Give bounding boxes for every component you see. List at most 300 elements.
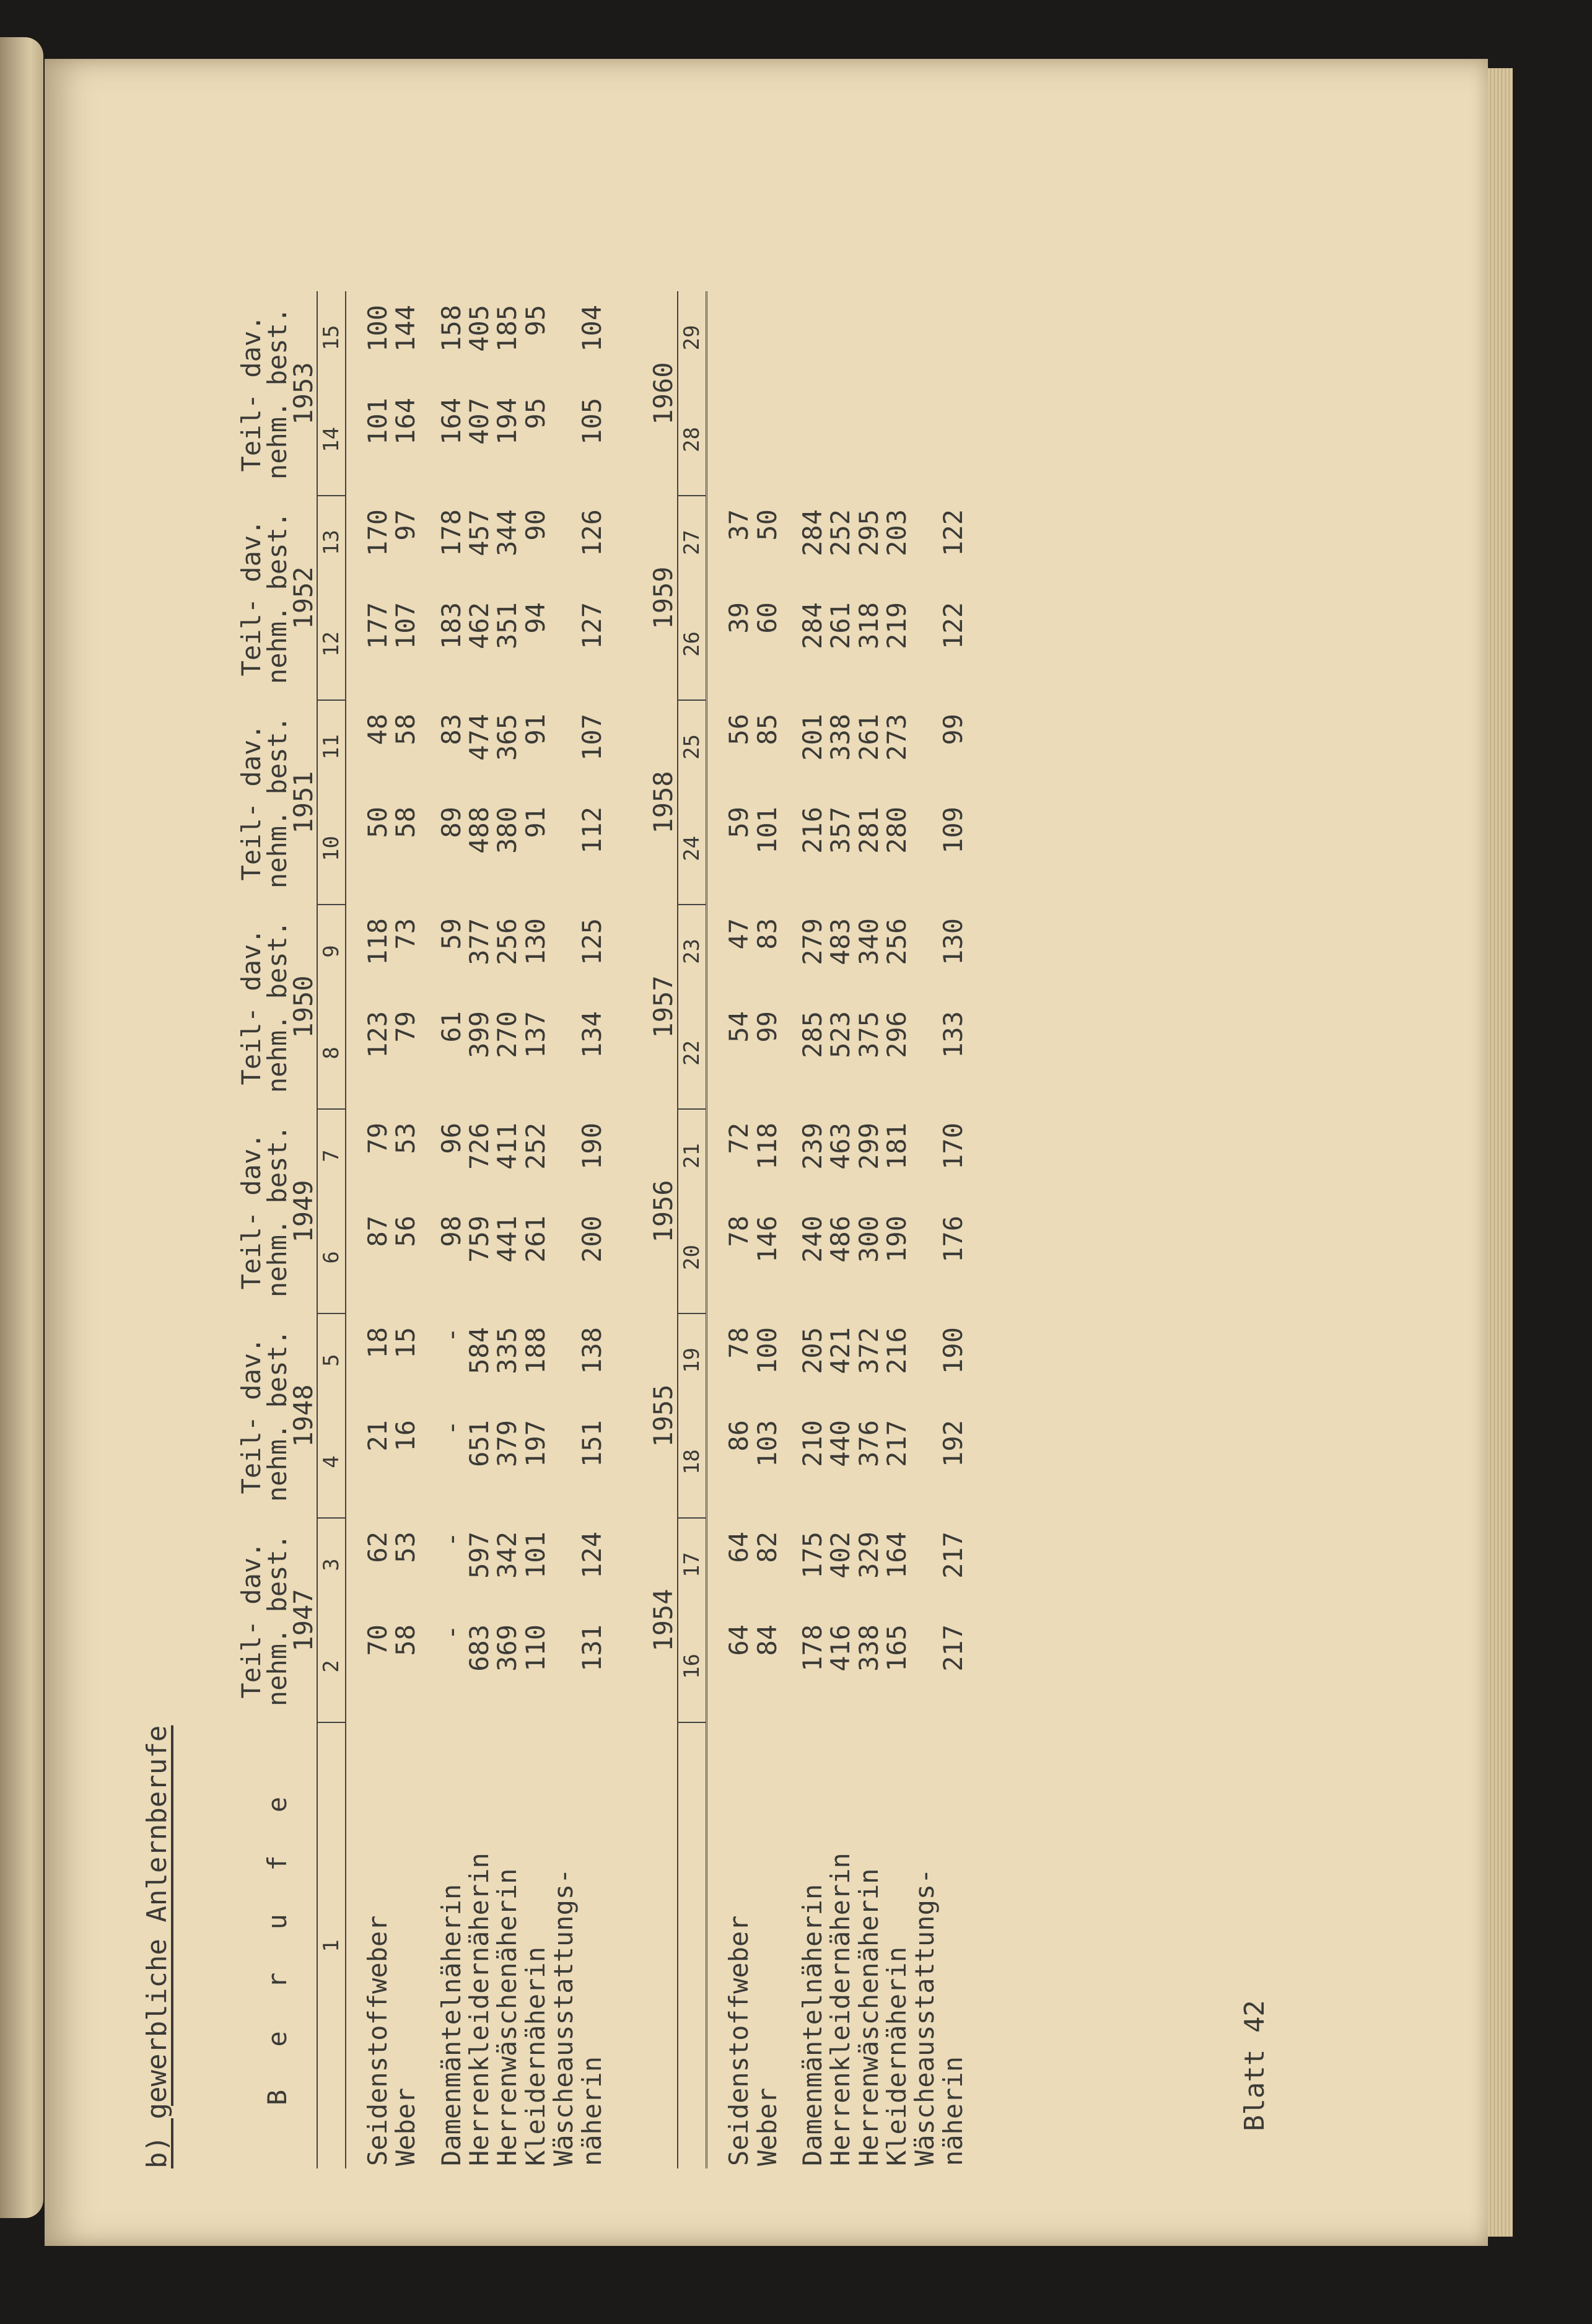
cell-value bbox=[911, 291, 938, 384]
col-header-mid: nehm. best. bbox=[262, 1125, 292, 1298]
cell-value: 101 bbox=[362, 398, 393, 445]
cell-value: 210 bbox=[797, 1420, 828, 1467]
row-label: Kleidernäherin bbox=[881, 1946, 912, 2166]
cell-value: 329 bbox=[853, 1532, 884, 1579]
cell-value: 83 bbox=[751, 918, 782, 950]
cell-value bbox=[911, 1202, 938, 1313]
column-number: 21 bbox=[678, 1109, 707, 1202]
cell-value: 217 bbox=[881, 1420, 912, 1467]
cell-value: 89 bbox=[435, 807, 466, 838]
row-label: Herrenkleidernäherin bbox=[825, 1853, 856, 2166]
cell-value: 219 bbox=[881, 602, 912, 649]
table-row bbox=[798, 291, 826, 2168]
cell-value: 256 bbox=[881, 918, 912, 965]
cell-value: 192 bbox=[937, 1420, 968, 1467]
cell-value: 123 bbox=[362, 1011, 393, 1058]
cell-value bbox=[549, 1109, 577, 1202]
cell-value: 73 bbox=[390, 918, 421, 950]
year-row bbox=[649, 291, 678, 2168]
cell-value: 109 bbox=[937, 807, 968, 854]
cell-value: 95 bbox=[520, 398, 551, 429]
cell-value bbox=[549, 384, 577, 496]
cell-value: 110 bbox=[520, 1625, 551, 1672]
cell-value: 18 bbox=[362, 1327, 393, 1359]
col-header-mid: nehm. best. bbox=[262, 920, 292, 1094]
cell-value: 462 bbox=[464, 602, 495, 649]
cell-value: 87 bbox=[362, 1216, 393, 1247]
cell-value: - bbox=[435, 1420, 466, 1436]
column-number: 14 bbox=[317, 384, 346, 496]
cell-value: 240 bbox=[797, 1216, 828, 1263]
cell-value: 296 bbox=[881, 1011, 912, 1058]
cell-value: 107 bbox=[390, 602, 421, 649]
column-number-row bbox=[678, 291, 707, 2168]
cell-value: 151 bbox=[576, 1420, 607, 1467]
row-label: Damenmäntelnäherin bbox=[797, 1883, 828, 2166]
column-number: 15 bbox=[317, 291, 346, 384]
column-number: 4 bbox=[317, 1406, 346, 1518]
cell-value bbox=[725, 291, 753, 384]
cell-value: 344 bbox=[492, 509, 523, 556]
cell-value: 177 bbox=[362, 602, 393, 649]
column-number: 13 bbox=[317, 496, 346, 589]
column-number: 18 bbox=[678, 1406, 707, 1518]
spacer-cell bbox=[346, 291, 364, 2168]
column-number: 12 bbox=[317, 589, 346, 700]
cell-value: 379 bbox=[492, 1420, 523, 1467]
column-number: 5 bbox=[317, 1313, 346, 1406]
cell-value: 21 bbox=[362, 1420, 393, 1452]
cell-value: 340 bbox=[853, 918, 884, 965]
cell-value: 201 bbox=[797, 714, 828, 761]
cell-value: 486 bbox=[825, 1216, 856, 1263]
column-number: 23 bbox=[678, 905, 707, 998]
column-number: 2 bbox=[317, 1611, 346, 1722]
cell-value: 365 bbox=[492, 714, 523, 761]
cell-value: 58 bbox=[390, 714, 421, 745]
year-label: 1948 bbox=[288, 1384, 318, 1447]
cell-value: 176 bbox=[937, 1216, 968, 1263]
cell-value: 79 bbox=[390, 1011, 421, 1043]
cell-value: 474 bbox=[464, 714, 495, 761]
cell-value: 205 bbox=[797, 1327, 828, 1374]
column-number: 22 bbox=[678, 998, 707, 1109]
spacer-row bbox=[346, 291, 364, 2168]
cell-value: 216 bbox=[881, 1327, 912, 1374]
cell-value: 216 bbox=[797, 807, 828, 854]
cell-value: 82 bbox=[751, 1532, 782, 1563]
row-label: Kleidernäherin bbox=[520, 1946, 551, 2166]
cell-value: 146 bbox=[751, 1216, 782, 1263]
cell-value: 190 bbox=[576, 1123, 607, 1170]
cell-value bbox=[911, 700, 938, 793]
col-header-mid: nehm. best. bbox=[262, 511, 292, 685]
cell-value: 256 bbox=[492, 918, 523, 965]
cell-value: 122 bbox=[937, 509, 968, 556]
cell-value: 118 bbox=[751, 1123, 782, 1170]
cell-value: 402 bbox=[825, 1532, 856, 1579]
cell-value: 338 bbox=[825, 714, 856, 761]
row-label: Herrenkleidernäherin bbox=[464, 1853, 495, 2166]
cell-value: - bbox=[435, 1532, 466, 1548]
table-row bbox=[391, 291, 419, 2168]
cell-value: 130 bbox=[937, 918, 968, 965]
cell-value: 190 bbox=[881, 1216, 912, 1263]
spacer-row bbox=[420, 291, 437, 2168]
cell-value: 380 bbox=[492, 807, 523, 854]
col-header-top: Teil- dav. bbox=[236, 519, 266, 677]
cell-value: 56 bbox=[724, 714, 754, 745]
spacer-row bbox=[707, 291, 725, 2168]
cell-value bbox=[855, 384, 883, 496]
year-label: 1952 bbox=[288, 566, 318, 629]
column-number: 29 bbox=[678, 291, 707, 384]
cell-value: 15 bbox=[390, 1327, 421, 1359]
cell-value: 158 bbox=[435, 305, 466, 352]
column-number-row bbox=[317, 291, 346, 2168]
cell-value: 170 bbox=[362, 509, 393, 556]
cell-value: 178 bbox=[435, 509, 466, 556]
cell-value: 98 bbox=[435, 1216, 466, 1247]
spacer-row bbox=[781, 291, 798, 2168]
cell-value: 64 bbox=[724, 1625, 754, 1656]
cell-value bbox=[549, 1406, 577, 1518]
cell-value: 335 bbox=[492, 1327, 523, 1374]
cell-value: 759 bbox=[464, 1216, 495, 1263]
table-row bbox=[522, 291, 549, 2168]
cell-value: 457 bbox=[464, 509, 495, 556]
cell-value bbox=[549, 700, 577, 793]
cell-value bbox=[549, 793, 577, 905]
cell-value: 54 bbox=[724, 1011, 754, 1043]
col-header-top: Teil- dav. bbox=[236, 1541, 266, 1699]
cell-value: 138 bbox=[576, 1327, 607, 1374]
cell-value: 79 bbox=[362, 1123, 393, 1154]
year-label: 1956 bbox=[649, 1109, 678, 1313]
cell-value bbox=[549, 1611, 577, 1722]
cell-value bbox=[911, 793, 938, 905]
column-number: 10 bbox=[317, 793, 346, 905]
cell-value: 97 bbox=[390, 509, 421, 541]
col-header-mid: nehm. best. bbox=[262, 1329, 292, 1502]
table-row bbox=[725, 291, 753, 2168]
cell-value bbox=[911, 589, 938, 700]
cell-value: 85 bbox=[751, 714, 782, 745]
column-number-spacer bbox=[678, 1722, 707, 2168]
cell-value: 200 bbox=[576, 1216, 607, 1263]
cell-value: - bbox=[435, 1625, 466, 1641]
row-label: Weber bbox=[751, 2087, 782, 2166]
cell-value: 100 bbox=[362, 305, 393, 352]
col-header-mid: nehm. best. bbox=[262, 307, 292, 480]
column-number: 27 bbox=[678, 496, 707, 589]
cell-value: 124 bbox=[576, 1532, 607, 1579]
cell-value bbox=[911, 1611, 938, 1722]
cell-value bbox=[855, 291, 883, 384]
cell-value: 103 bbox=[751, 1420, 782, 1467]
cell-value: - bbox=[435, 1327, 466, 1343]
row-label: Seidenstoffweber bbox=[724, 1915, 754, 2166]
col-header-top: Teil- dav. bbox=[236, 1133, 266, 1290]
cell-value: 78 bbox=[724, 1327, 754, 1359]
cell-value: 441 bbox=[492, 1216, 523, 1263]
col-header-top: Teil- dav. bbox=[236, 1337, 266, 1494]
cell-value: 84 bbox=[751, 1625, 782, 1656]
page-stack-edge bbox=[1488, 68, 1513, 2237]
year-label: 1947 bbox=[288, 1589, 318, 1652]
cell-value: 165 bbox=[881, 1625, 912, 1672]
spacer-cell bbox=[781, 291, 798, 2168]
col-header-top: Teil- dav. bbox=[236, 724, 266, 881]
cell-value bbox=[549, 1313, 577, 1406]
cell-value: 376 bbox=[853, 1420, 884, 1467]
cell-value: 357 bbox=[825, 807, 856, 854]
cell-value: 126 bbox=[576, 509, 607, 556]
spacer-cell bbox=[707, 291, 725, 2168]
cell-value: 62 bbox=[362, 1532, 393, 1563]
spacer-row bbox=[606, 291, 649, 2168]
year-label: 1953 bbox=[288, 362, 318, 425]
cell-value bbox=[911, 905, 938, 998]
row-label: Herrenwäschenäherin bbox=[853, 1868, 884, 2166]
col-header-top: Teil- dav. bbox=[236, 928, 266, 1085]
cell-value: 194 bbox=[492, 398, 523, 445]
cell-value bbox=[883, 291, 911, 384]
cell-value bbox=[798, 291, 826, 384]
cell-value: 181 bbox=[881, 1123, 912, 1170]
column-number: 24 bbox=[678, 793, 707, 905]
column-number: 11 bbox=[317, 700, 346, 793]
column-number: 26 bbox=[678, 589, 707, 700]
year-label: 1949 bbox=[288, 1180, 318, 1243]
cell-value: 164 bbox=[435, 398, 466, 445]
cell-value: 61 bbox=[435, 1011, 466, 1043]
cell-value: 285 bbox=[797, 1011, 828, 1058]
cell-value: 50 bbox=[751, 509, 782, 541]
cell-value: 164 bbox=[881, 1532, 912, 1579]
table-row bbox=[883, 291, 911, 2168]
cell-value bbox=[911, 384, 938, 496]
spacer-cell bbox=[606, 291, 649, 2168]
cell-value bbox=[753, 291, 781, 384]
cell-value: 261 bbox=[520, 1216, 551, 1263]
cell-value: 133 bbox=[937, 1011, 968, 1058]
cell-value bbox=[549, 905, 577, 998]
row-label: Weber bbox=[390, 2087, 421, 2166]
cell-value bbox=[939, 384, 967, 496]
cell-value: 188 bbox=[520, 1327, 551, 1374]
column-number: 1 bbox=[317, 1722, 346, 2168]
column-number: 7 bbox=[317, 1109, 346, 1202]
cell-value: 64 bbox=[724, 1532, 754, 1563]
spacer-cell bbox=[420, 291, 437, 2168]
table-row bbox=[465, 291, 493, 2168]
rotated-table-content bbox=[142, 124, 1406, 2168]
cell-value: 130 bbox=[520, 918, 551, 965]
cell-value: 112 bbox=[576, 807, 607, 854]
year-label: 1960 bbox=[649, 291, 678, 496]
table-row bbox=[939, 291, 967, 2168]
column-number: 3 bbox=[317, 1518, 346, 1611]
cell-value: 70 bbox=[362, 1625, 393, 1656]
cell-value: 118 bbox=[362, 918, 393, 965]
cell-value bbox=[911, 1406, 938, 1518]
cell-value: 47 bbox=[724, 918, 754, 950]
cell-value: 183 bbox=[435, 602, 466, 649]
cell-value: 100 bbox=[751, 1327, 782, 1374]
cell-value bbox=[883, 384, 911, 496]
cell-value: 178 bbox=[797, 1625, 828, 1672]
col-header-top: Teil- dav. bbox=[236, 315, 266, 472]
cell-value: 299 bbox=[853, 1123, 884, 1170]
cell-value: 48 bbox=[362, 714, 393, 745]
year-label: 1959 bbox=[649, 496, 678, 700]
cell-value: 91 bbox=[520, 807, 551, 838]
cell-value: 239 bbox=[797, 1123, 828, 1170]
col-header-mid: nehm. best. bbox=[262, 716, 292, 889]
row-label: Wäscheausstattungs- bbox=[548, 1868, 579, 2166]
page-footer: Blatt 42 bbox=[1239, 2000, 1271, 2131]
cell-value bbox=[911, 1109, 938, 1202]
cell-value: 318 bbox=[853, 602, 884, 649]
row-label: Damenmäntelnäherin bbox=[435, 1883, 466, 2166]
cell-value: 101 bbox=[520, 1532, 551, 1579]
section-heading: b) gewerbliche Anlernberufe bbox=[141, 1725, 173, 2168]
cell-value: 125 bbox=[576, 918, 607, 965]
cell-value bbox=[911, 1518, 938, 1611]
cell-value: 99 bbox=[751, 1011, 782, 1043]
cell-value: 281 bbox=[853, 807, 884, 854]
cell-value: 523 bbox=[825, 1011, 856, 1058]
year-label: 1954 bbox=[649, 1518, 678, 1722]
year-row-spacer bbox=[649, 1722, 678, 2168]
row-label: näherin bbox=[576, 2056, 607, 2166]
col-header-mid: nehm. best. bbox=[262, 1533, 292, 1707]
cell-value: 144 bbox=[390, 305, 421, 352]
cell-value bbox=[753, 384, 781, 496]
row-label: Seidenstoffweber bbox=[362, 1915, 393, 2166]
row-label: näherin bbox=[937, 2056, 968, 2166]
cell-value: 261 bbox=[825, 602, 856, 649]
cell-value bbox=[798, 384, 826, 496]
cell-value: 284 bbox=[797, 602, 828, 649]
cell-value: 488 bbox=[464, 807, 495, 854]
cell-value bbox=[911, 1313, 938, 1406]
cell-value: 597 bbox=[464, 1532, 495, 1579]
cell-value: 407 bbox=[464, 398, 495, 445]
cell-value: 295 bbox=[853, 509, 884, 556]
table-row bbox=[855, 291, 883, 2168]
cell-value bbox=[549, 998, 577, 1109]
table-row bbox=[826, 291, 854, 2168]
column-number: 25 bbox=[678, 700, 707, 793]
cell-value: 16 bbox=[390, 1420, 421, 1452]
cell-value: 60 bbox=[751, 602, 782, 634]
cell-value: 416 bbox=[825, 1625, 856, 1672]
cell-value: 273 bbox=[881, 714, 912, 761]
year-label: 1958 bbox=[649, 700, 678, 905]
cell-value: 122 bbox=[937, 602, 968, 649]
cell-value: 197 bbox=[520, 1420, 551, 1467]
table-row bbox=[364, 291, 391, 2168]
column-number: 20 bbox=[678, 1202, 707, 1313]
cell-value: 651 bbox=[464, 1420, 495, 1467]
cell-value: 39 bbox=[724, 602, 754, 634]
cell-value: 95 bbox=[520, 305, 551, 336]
column-number: 17 bbox=[678, 1518, 707, 1611]
row-label: Wäscheausstattungs- bbox=[909, 1868, 940, 2166]
cell-value: 190 bbox=[937, 1327, 968, 1374]
header-row bbox=[238, 291, 265, 2168]
cell-value: 58 bbox=[390, 1625, 421, 1656]
cell-value bbox=[549, 291, 577, 384]
cell-value: 78 bbox=[724, 1216, 754, 1247]
cell-value bbox=[826, 291, 854, 384]
occupation-table bbox=[238, 291, 967, 2168]
cell-value: 411 bbox=[492, 1123, 523, 1170]
cell-value: 252 bbox=[520, 1123, 551, 1170]
cell-value: 440 bbox=[825, 1420, 856, 1467]
cell-value bbox=[826, 384, 854, 496]
cell-value: 421 bbox=[825, 1327, 856, 1374]
year-label: 1951 bbox=[288, 771, 318, 834]
column-number: 6 bbox=[317, 1202, 346, 1313]
year-label: 1950 bbox=[288, 975, 318, 1038]
cell-value: 279 bbox=[797, 918, 828, 965]
facing-page-edge bbox=[0, 37, 43, 2218]
cell-value: 53 bbox=[390, 1532, 421, 1563]
year-label: 1955 bbox=[649, 1313, 678, 1518]
table-row bbox=[753, 291, 781, 2168]
cell-value: 86 bbox=[724, 1420, 754, 1452]
cell-value: 280 bbox=[881, 807, 912, 854]
cell-value: 58 bbox=[390, 807, 421, 838]
column-number: 8 bbox=[317, 998, 346, 1109]
cell-value: 351 bbox=[492, 602, 523, 649]
table-row bbox=[437, 291, 465, 2168]
cell-value: 53 bbox=[390, 1123, 421, 1154]
cell-value: 175 bbox=[797, 1532, 828, 1579]
cell-value: 584 bbox=[464, 1327, 495, 1374]
cell-value: 137 bbox=[520, 1011, 551, 1058]
cell-value: 107 bbox=[576, 714, 607, 761]
cell-value bbox=[549, 589, 577, 700]
beruf-header: B e r u f e bbox=[262, 1782, 292, 2106]
cell-value: 164 bbox=[390, 398, 421, 445]
row-label: Herrenwäschenäherin bbox=[492, 1868, 523, 2166]
cell-value: 377 bbox=[464, 918, 495, 965]
cell-value: 56 bbox=[390, 1216, 421, 1247]
cell-value bbox=[549, 496, 577, 589]
cell-value: 284 bbox=[797, 509, 828, 556]
table-row bbox=[493, 291, 521, 2168]
cell-value: 203 bbox=[881, 509, 912, 556]
cell-value bbox=[911, 496, 938, 589]
cell-value: 101 bbox=[751, 807, 782, 854]
cell-value: 217 bbox=[937, 1532, 968, 1579]
year-label: 1957 bbox=[649, 905, 678, 1109]
cell-value: 483 bbox=[825, 918, 856, 965]
cell-value: 83 bbox=[435, 714, 466, 745]
cell-value: 94 bbox=[520, 602, 551, 634]
cell-value: 338 bbox=[853, 1625, 884, 1672]
cell-value bbox=[549, 1202, 577, 1313]
cell-value bbox=[911, 998, 938, 1109]
cell-value: 185 bbox=[492, 305, 523, 352]
cell-value: 99 bbox=[937, 714, 968, 745]
cell-value: 131 bbox=[576, 1625, 607, 1672]
table-row bbox=[911, 291, 938, 2168]
